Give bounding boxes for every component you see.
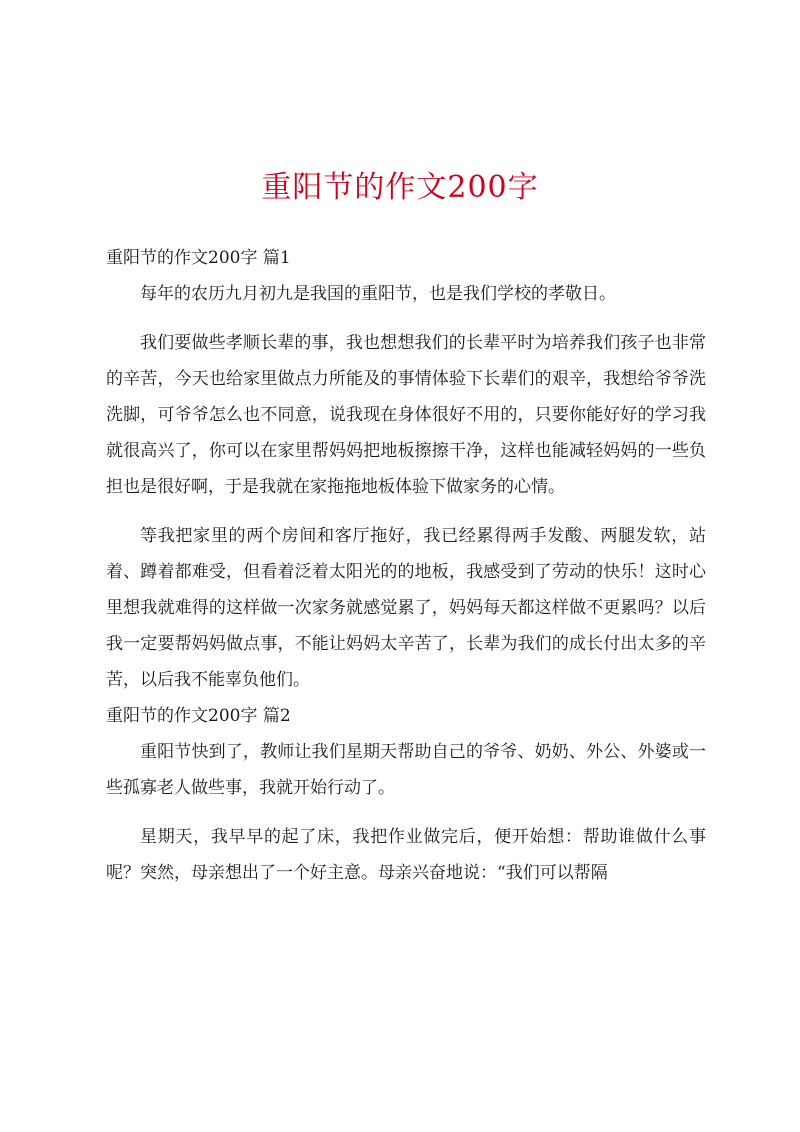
section-heading-1: 重阳节的作文200字 篇1 — [106, 248, 291, 268]
document-body — [106, 240, 706, 891]
document-title: 重阳节的作文200字 — [261, 170, 539, 205]
paragraph: 重阳节快到了，教师让我们星期天帮助自己的爷爷、奶奶、外公、外婆或一些孤寡老人做些事，我就开始行动了。 — [106, 742, 706, 798]
paragraph: 我们要做些孝顺长辈的事，我也想想我们的长辈平时为培养我们孩子也非常的辛苦，今天也给家里做点力所能及的事情体验下长辈们的艰辛，我想给爷爷洗洗脚，可爷爷怎么也不同意，说我现在身体很好不用的，只要你能好好的学习我就很高兴了，你可以在家里帮妈妈把地板擦擦干净，这样也能减轻妈妈的一些负担也是很好啊，于是我就在家拖拖地板体验下做家务的心情。 — [106, 333, 706, 497]
paragraph: 等我把家里的两个房间和客厅拖好，我已经累得两手发酸、两腿发软，站着、蹲着都难受，但看着泛着太阳光的的地板，我感受到了劳动的快乐！这时心里想我就难得的这样做一次家务就感觉累了，妈妈每天都这样做不更累吗？以后我一定要帮妈妈做点事，不能让妈妈太辛苦了，长辈为我们的成长付出太多的辛苦，以后我不能辜负他们。 — [106, 526, 706, 690]
paragraph: 星期天，我早早的起了床，我把作业做完后，便开始想：帮助谁做什么事呢？突然，母亲想出了一个好主意。母亲兴奋地说：“我们可以帮隔 — [106, 827, 706, 883]
paragraph: 每年的农历九月初九是我国的重阳节，也是我们学校的孝敬日。 — [140, 284, 616, 304]
section-heading-2: 重阳节的作文200字 篇2 — [106, 706, 291, 726]
